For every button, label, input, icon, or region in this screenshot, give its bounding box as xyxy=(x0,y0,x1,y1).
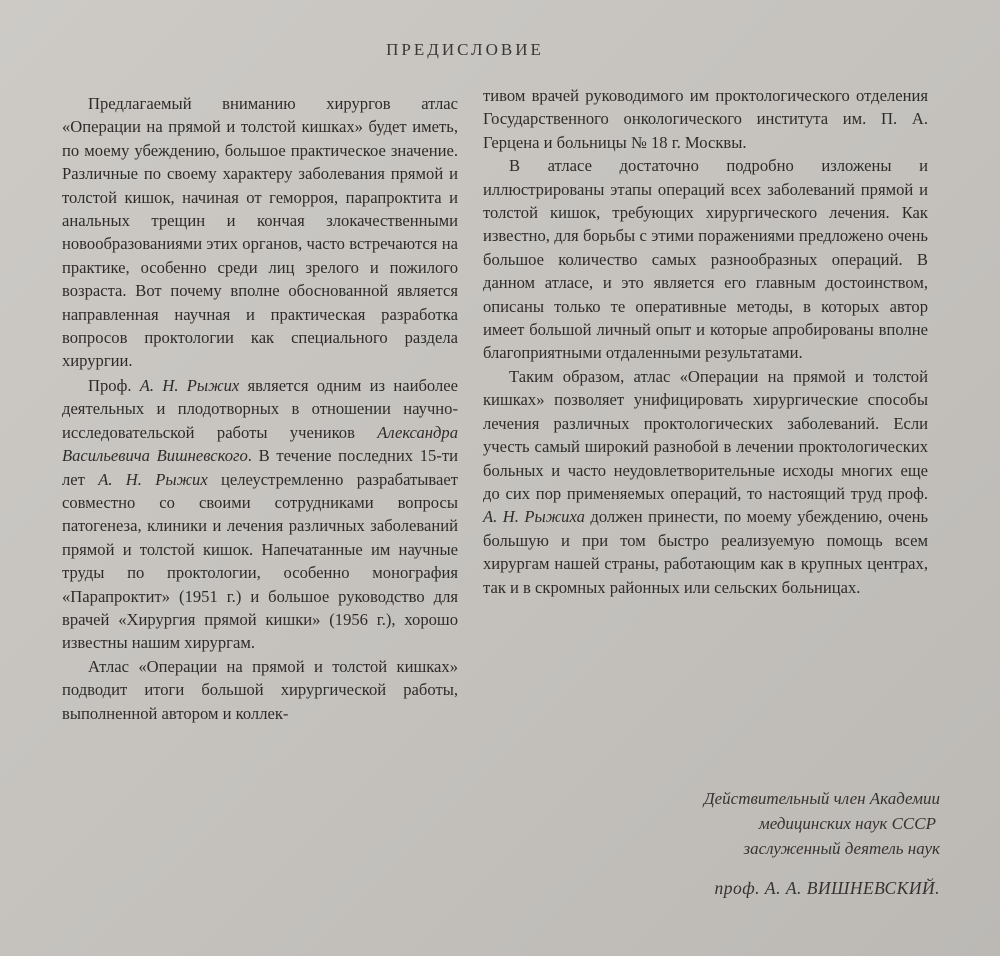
text-span: является одним из наиболее деятельных и плодотворных в отношении научно-исследовательской работы учеников xyxy=(62,375,458,442)
paragraph: В атласе достаточно подробно изложены и иллюстрированы этапы операций всех заболеваний прямой и толстой кишок, требующих хирургического лечения. Как известно, для борьбы с этими поражениями предложено очень большое количество самых разнообразных операций. В данном атласе, и это является его главным достоинством, описаны только те оперативные методы, в которых автор имеет большой личный опыт и которые апробированы вполне благоприятными отдаленными результатами. xyxy=(483,156,928,363)
signature-title-line: Действительный член Академии xyxy=(703,789,940,808)
left-column xyxy=(62,92,458,725)
signature-title-line: заслуженный деятель наук xyxy=(743,839,940,858)
teacher-name: Александра Васильевича Вишневского xyxy=(62,422,458,466)
paragraph: Предлагаемый вниманию хирургов атлас «Операции на прямой и толстой кишках» будет иметь, по моему убеждению, большое практическое значение. Различные по своему характеру заболевания прямой и толстой кишок, начиная от геморроя, парапроктита и анальных трещин и кончая злокачественными новообразованиями этих органов, часто встречаются на практике, особенно среди лиц зрелого и пожилого возраста. Вот почему вполне обоснованной является направленная научная и практическая разработка вопросов проктологии как специального раздела хирургии. xyxy=(62,94,458,371)
text-span: целеустремленно разрабатывает совместно со своими сотрудниками вопросы патогенеза, клиники и лечения различных заболеваний прямой и толстой кишок. Напечатанные им научные труды по проктологии, особенно монография «Парапроктит» (1951 г.) и большое руководство для врачей «Хирургия прямой кишки» (1956 г.), хорошо известны нашим хирургам. xyxy=(62,469,459,653)
signature-title-line: медицинских наук СССР xyxy=(758,814,936,833)
signature-block xyxy=(704,786,940,901)
text-span: Таким образом, атлас «Операции на прямой и толстой кишках» позволяет унифицировать хирургические способы лечения различных проктологических заболеваний. Если учесть самый широкий разнобой в лечении проктологических больных и часто неудовлетворительные исходы многих еще до сих пор применяемых операций, то настоящий труд проф. xyxy=(483,366,928,503)
paragraph: Атлас «Операции на прямой и толстой кишках» подводит итоги большой хирургической работы, выполненной автором и коллек- xyxy=(62,656,458,723)
right-column xyxy=(483,84,928,599)
paragraph xyxy=(483,365,928,599)
page-title: ПРЕДИСЛОВИЕ xyxy=(386,40,544,59)
text-span: должен принести, по моему убеждению, очень большую и при том быстро реализуемую помощь всем хирургам нашей страны, работающим как в крупных центрах, так и в скромных районных или сельских больницах. xyxy=(483,507,929,597)
paragraph: тивом врачей руководимого им проктологического отделения Государственного онкологического института им. П. А. Герцена и больницы № 18 г. Москвы. xyxy=(483,86,928,152)
author-name: А. Н. Рыжиха xyxy=(483,507,585,527)
author-name: А. Н. Рыжих xyxy=(139,375,240,395)
author-name: А. Н. Рыжих xyxy=(98,469,208,489)
text-span: . В течение последних 15-ти лет xyxy=(62,446,459,489)
paragraph xyxy=(62,374,458,655)
text-span: Проф. xyxy=(88,375,140,395)
signature-name: проф. А. А. ВИШНЕВСКИЙ. xyxy=(714,878,940,898)
